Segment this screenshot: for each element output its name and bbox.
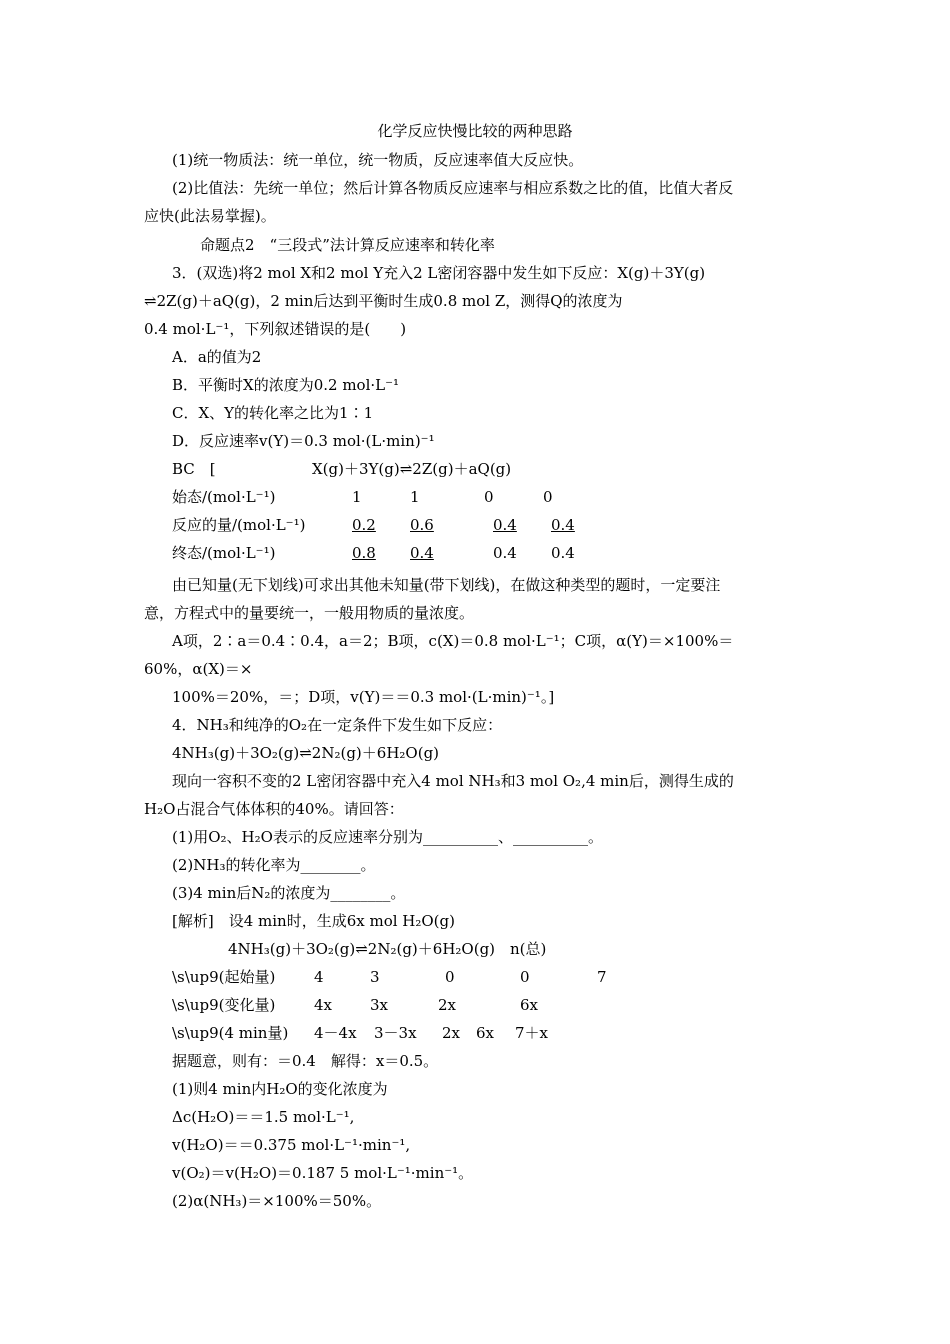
t3-cell-value: 0.8 [352,544,376,562]
t4-cell: 6x [520,996,539,1014]
q4-subquestion-1: (1)用O₂、H₂O表示的反应速率分别为__________、__________。 [172,828,603,846]
answer-head: BC [ [172,460,216,478]
t3-row-label: 终态/(mol·L⁻¹) [172,544,276,562]
q4-equation: 4NH₃(g)＋3O₂(g)⇌2N₂(g)＋6H₂O(g) [172,744,440,762]
t3-cell: 0.4 [493,544,517,562]
t3-row-label: 始态/(mol·L⁻¹) [172,488,276,506]
t4-cell: 7＋x [515,1024,549,1042]
t3-cell [352,515,376,535]
point-2-heading: 命题点2 “三段式”法计算反应速率和转化率 [200,236,495,254]
t4-cell: 4x [314,996,333,1014]
t4-header: 4NH₃(g)＋3O₂(g)⇌2N₂(g)＋6H₂O(g) n(总) [228,940,547,958]
q3-line-2: ⇌2Z(g)＋aQ(g)，2 min后达到平衡时生成0.8 mol Z，测得Q的浓度为 [144,292,623,310]
t4-cell: 2x [442,1024,461,1042]
analysis-line-7: (2)α(NH₃)＝×100%＝50%。 [172,1192,382,1210]
t3-cell [551,515,575,535]
t4-cell: 7 [597,968,607,986]
q3-option-b: B．平衡时X的浓度为0.2 mol·L⁻¹ [172,376,400,394]
t4-cell: 3－3x [374,1024,417,1042]
method-2-text-cont: 应快(此法易掌握)。 [144,207,276,225]
solution-line-3: 100%＝20%，＝；D项，v(Y)＝＝0.3 mol·(L·min)⁻¹。] [172,688,555,706]
q4-line-1: 4．NH₃和纯净的O₂在一定条件下发生如下反应： [172,716,503,734]
q4-line-3: H₂O占混合气体体积的40%。请回答： [144,800,404,818]
t3-cell [410,543,434,563]
section-title: 化学反应快慢比较的两种思路 [377,122,573,140]
q4-subquestion-3: (3)4 min后N₂的浓度为________。 [172,884,406,902]
analysis-line-4: Δc(H₂O)＝＝1.5 mol·L⁻¹, [172,1108,355,1126]
t4-row-label: \s\up9(4 min量) [172,1024,289,1042]
t3-cell [352,543,376,563]
t3-cell [493,515,517,535]
answer-equation: X(g)＋3Y(g)⇌2Z(g)＋aQ(g) [312,460,512,478]
analysis-line-6: v(O₂)＝v(H₂O)＝0.187 5 mol·L⁻¹·min⁻¹。 [172,1164,474,1182]
t4-cell: 0 [445,968,455,986]
t3-cell-value: 0.4 [410,544,434,562]
solution-line-2: 60%，α(X)＝× [144,660,253,678]
t4-cell: 3x [370,996,389,1014]
t3-cell: 0 [484,488,494,506]
t3-cell-value: 0.4 [493,516,517,534]
analysis-line-2: 据题意，则有：＝0.4 解得：x＝0.5。 [172,1052,439,1070]
t4-cell: 4－4x [314,1024,357,1042]
t3-cell-value: 0.2 [352,516,376,534]
analysis-line-1: [解析] 设4 min时，生成6x mol H₂O(g) [172,912,455,930]
t4-cell: 2x [438,996,457,1014]
t3-cell: 0.4 [551,544,575,562]
explanation-line-2: 意，方程式中的量要统一，一般用物质的量浓度。 [144,604,475,622]
t3-cell: 1 [352,488,362,506]
t4-cell: 0 [520,968,530,986]
t3-cell: 1 [410,488,420,506]
analysis-line-5: v(H₂O)＝＝0.375 mol·L⁻¹·min⁻¹, [172,1136,411,1154]
explanation-line-1: 由已知量(无下划线)可求出其他未知量(带下划线)，在做这种类型的题时，一定要注 [172,576,721,594]
t4-row-label: \s\up9(起始量) [172,968,276,986]
t4-cell: 6x [476,1024,495,1042]
t4-cell: 4 [314,968,324,986]
t3-cell-value: 0.6 [410,516,434,534]
solution-line-1: A项，2∶a＝0.4∶0.4，a＝2；B项，c(X)＝0.8 mol·L⁻¹；C项，α(Y)＝×100%＝ [172,632,734,650]
analysis-line-3: (1)则4 min内H₂O的变化浓度为 [172,1080,388,1098]
t3-cell: 0 [543,488,553,506]
q3-line-1: 3．(双选)将2 mol X和2 mol Y充入2 L密闭容器中发生如下反应：X(g)＋3Y(g) [172,264,706,282]
q3-line-3: 0.4 mol·L⁻¹，下列叙述错误的是( ) [144,320,407,338]
q4-subquestion-2: (2)NH₃的转化率为________。 [172,856,376,874]
q3-option-a: A．a的值为2 [172,348,262,366]
method-2-text: (2)比值法：先统一单位；然后计算各物质反应速率与相应系数之比的值，比值大者反 [172,179,734,197]
t3-cell-value: 0.4 [551,516,575,534]
t3-row-label: 反应的量/(mol·L⁻¹) [172,516,306,534]
q4-line-2: 现向一容积不变的2 L密闭容器中充入4 mol NH₃和3 mol O₂,4 min后，测得生成的 [172,772,734,790]
t4-cell: 3 [370,968,380,986]
q3-option-c: C．X、Y的转化率之比为1∶1 [172,404,374,422]
method-1-text: (1)统一物质法：统一单位，统一物质，反应速率值大反应快。 [172,151,584,169]
t3-cell [410,515,434,535]
t4-row-label: \s\up9(变化量) [172,996,276,1014]
q3-option-d: D．反应速率v(Y)＝0.3 mol·(L·min)⁻¹ [172,432,435,450]
